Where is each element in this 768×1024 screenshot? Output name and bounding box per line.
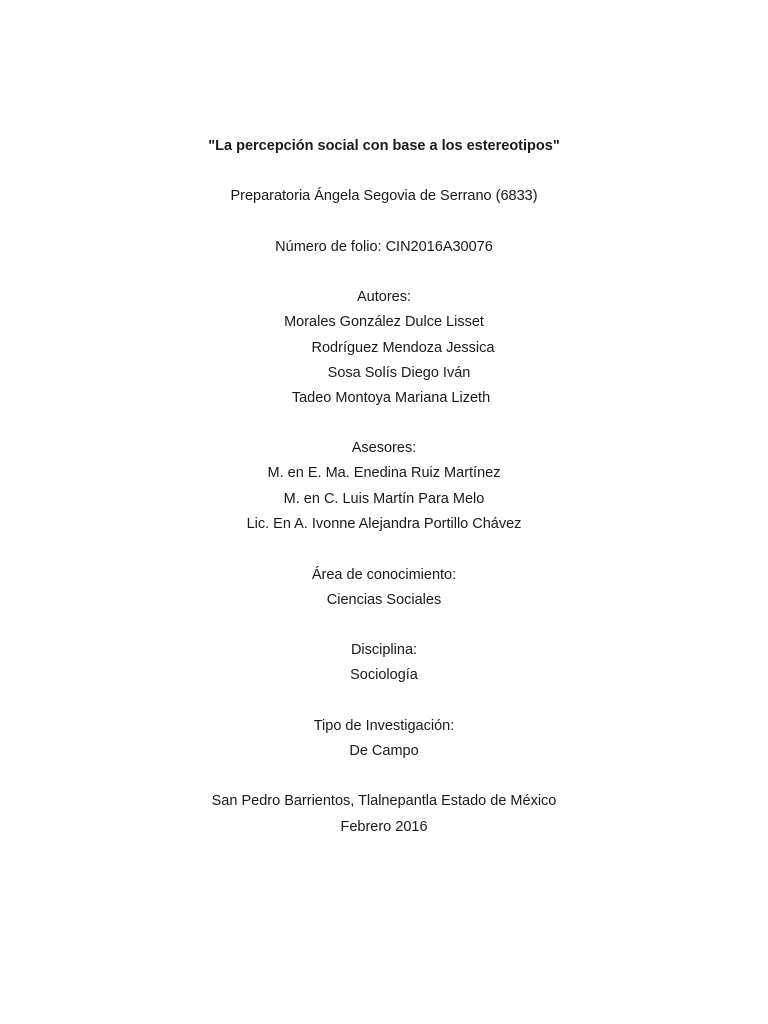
date: Febrero 2016 [340, 819, 428, 835]
discipline-value: Sociología [350, 667, 418, 683]
location: San Pedro Barrientos, Tlalnepantla Estado de México [211, 793, 557, 809]
document-title: "La percepción social con base a los estereotipos" [208, 138, 560, 154]
advisor-name: M. en C. Luis Martín Para Melo [283, 491, 485, 507]
author-name: Morales González Dulce Lisset [284, 314, 484, 330]
folio-number: Número de folio: CIN2016A30076 [275, 239, 493, 255]
area-heading: Área de conocimiento: [311, 567, 457, 583]
author-name: Sosa Solís Diego Iván [327, 365, 471, 381]
author-name: Rodríguez Mendoza Jessica [311, 340, 495, 356]
discipline-heading: Disciplina: [350, 642, 418, 658]
author-name: Tadeo Montoya Mariana Lizeth [291, 390, 491, 406]
research-type-heading: Tipo de Investigación: [313, 718, 455, 734]
research-type-value: De Campo [349, 743, 419, 759]
authors-heading: Autores: [357, 289, 411, 305]
advisors-heading: Asesores: [351, 440, 417, 456]
advisor-name: M. en E. Ma. Enedina Ruiz Martínez [267, 465, 501, 481]
school-name: Preparatoria Ángela Segovia de Serrano (6833) [230, 188, 538, 204]
area-value: Ciencias Sociales [326, 592, 442, 608]
advisor-name: Lic. En A. Ivonne Alejandra Portillo Chávez [246, 516, 522, 532]
